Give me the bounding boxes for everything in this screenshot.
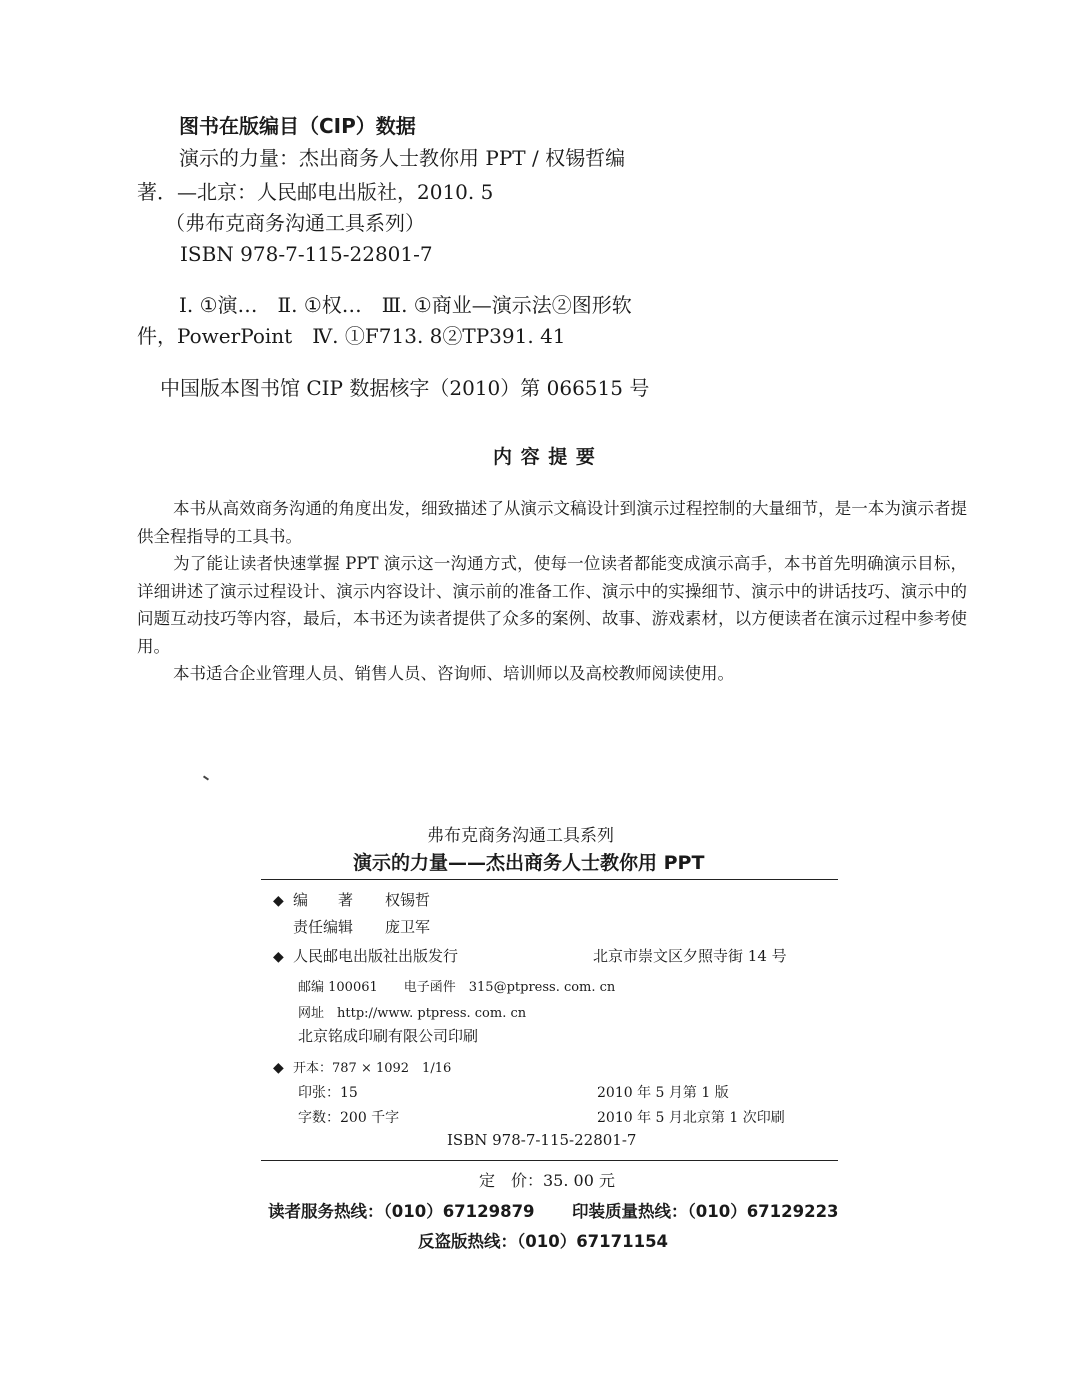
reader-service-hotline: 读者服务热线：（010）67129879 xyxy=(268,1202,535,1221)
word-count: 字数：200 千字 xyxy=(298,1110,400,1126)
price: 定 价：35. 00 元 xyxy=(479,1171,615,1190)
postcode-email: 邮编 100061 电子函件 315@ptpress. com. cn xyxy=(298,980,616,995)
summary-paragraph-3 xyxy=(137,660,967,688)
scan-speck xyxy=(203,775,209,780)
print-quality-hotline: 印装质量热线：（010）67129223 xyxy=(572,1202,839,1221)
editor-row xyxy=(293,920,430,935)
summary-paragraph-3-text: 本书适合企业管理人员、销售人员、咨询师、培训师以及高校教师阅读使用。 xyxy=(173,664,734,683)
publisher-address: 北京市崇文区夕照寺街 14 号 xyxy=(593,947,787,965)
book-title: 演示的力量——杰出商务人士教你用 PPT xyxy=(353,852,705,874)
format-row xyxy=(273,1057,451,1076)
format: 开本：787 × 1092 1/16 xyxy=(293,1061,452,1076)
anti-piracy-hotline: 反盗版热线：（010）67171154 xyxy=(418,1232,669,1251)
printer: 北京铭成印刷有限公司印刷 xyxy=(298,1027,479,1045)
cip-classification-2: 件，PowerPoint Ⅳ. ①F713. 8②TP391. 41 xyxy=(137,324,566,348)
summary-paragraph-2-text: 为了能让读者快速掌握 PPT 演示这一沟通方式，使每一位读者都能变成演示高手，本书首先明确演示目标，详细讲述了演示过程设计、演示内容设计、演示前的准备工作、演示中的实操细节、演示中的讲话技巧、演示中的问题互动技巧等内容，最后，本书还为读者提供了众多的案例、故事、游戏素材，以方便读者在演示过程中参考使用。 xyxy=(137,554,967,656)
publisher-name: 人民邮电出版社出版发行 xyxy=(293,947,459,965)
summary-paragraph-1 xyxy=(137,495,967,550)
diamond-bullet-icon: ◆ xyxy=(273,949,284,965)
cip-isbn: ISBN 978-7-115-22801-7 xyxy=(180,242,433,266)
edition: 2010 年 5 月第 1 版 xyxy=(597,1085,729,1101)
cip-line-publisher: 著．—北京：人民邮电出版社，2010. 5 xyxy=(137,180,494,204)
author-row xyxy=(273,893,430,909)
summary-title: 内 容 提 要 xyxy=(493,446,596,468)
cip-line-title: 演示的力量：杰出商务人士教你用 PPT / 权锡哲编 xyxy=(179,146,626,170)
cip-line-series: （弗布克商务沟通工具系列） xyxy=(165,211,425,235)
cip-record-number: 中国版本图书馆 CIP 数据核字（2010）第 066515 号 xyxy=(160,376,650,400)
publisher-row xyxy=(273,949,458,965)
isbn-bottom: ISBN 978-7-115-22801-7 xyxy=(447,1131,637,1149)
editor-name: 庞卫军 xyxy=(385,918,431,936)
author-name: 权锡哲 xyxy=(385,891,431,909)
diamond-bullet-icon: ◆ xyxy=(273,893,284,909)
cip-classification-1: Ⅰ. ①演… Ⅱ. ①权… Ⅲ. ①商业—演示法②图形软 xyxy=(179,293,632,317)
top-rule xyxy=(261,879,838,880)
summary-paragraph-2 xyxy=(137,550,967,660)
website: 网址 http://www. ptpress. com. cn xyxy=(298,1006,527,1021)
bottom-rule xyxy=(261,1160,838,1161)
cip-heading: 图书在版编目（CIP）数据 xyxy=(179,114,416,138)
editor-label: 责任编辑 xyxy=(293,918,354,936)
printing: 2010 年 5 月北京第 1 次印刷 xyxy=(597,1110,785,1126)
series-name: 弗布克商务沟通工具系列 xyxy=(427,826,614,846)
sheets: 印张：15 xyxy=(298,1085,358,1101)
diamond-bullet-icon: ◆ xyxy=(273,1060,284,1076)
author-label: 编 著 xyxy=(293,891,354,909)
summary-paragraph-1-text: 本书从高效商务沟通的角度出发，细致描述了从演示文稿设计到演示过程控制的大量细节，是一本为演示者提供全程指导的工具书。 xyxy=(137,499,967,546)
